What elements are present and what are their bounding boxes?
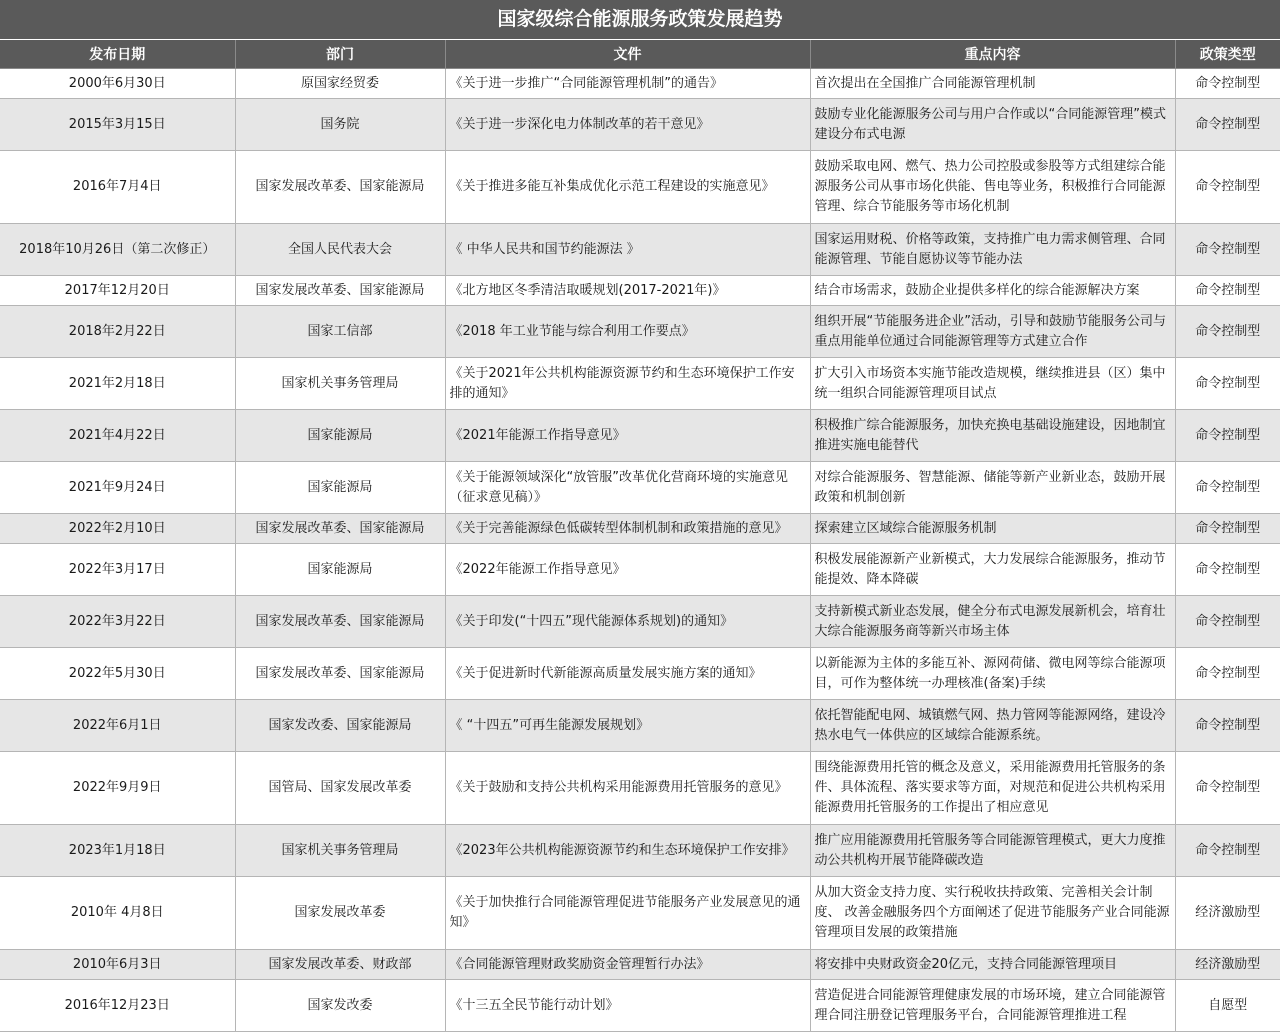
cell-type: 命令控制型 — [1175, 648, 1280, 700]
cell-type: 命令控制型 — [1175, 596, 1280, 648]
cell-type: 自愿型 — [1175, 980, 1280, 1032]
cell-type: 命令控制型 — [1175, 752, 1280, 825]
table-body — [0, 69, 1280, 1032]
cell-dept: 国家机关事务管理局 — [235, 358, 445, 410]
cell-doc: 《2023年公共机构能源资源节约和生态环境保护工作安排》 — [445, 825, 810, 877]
cell-date: 2010年6月3日 — [0, 950, 235, 980]
cell-doc: 《 “十四五”可再生能源发展规划》 — [445, 700, 810, 752]
cell-date: 2022年3月22日 — [0, 596, 235, 648]
cell-date: 2016年7月4日 — [0, 151, 235, 224]
table-row — [0, 410, 1280, 462]
cell-type: 经济激励型 — [1175, 877, 1280, 950]
table-row — [0, 151, 1280, 224]
cell-type: 命令控制型 — [1175, 69, 1280, 99]
table-row — [0, 596, 1280, 648]
cell-dept: 国家发展改革委、国家能源局 — [235, 648, 445, 700]
cell-date: 2016年12月23日 — [0, 980, 235, 1032]
cell-doc: 《关于完善能源绿色低碳转型体制机制和政策措施的意见》 — [445, 514, 810, 544]
cell-date: 2022年6月1日 — [0, 700, 235, 752]
cell-dept: 国管局、国家发展改革委 — [235, 752, 445, 825]
cell-content: 结合市场需求，鼓励企业提供多样化的综合能源解决方案 — [810, 276, 1175, 306]
cell-type: 命令控制型 — [1175, 410, 1280, 462]
cell-dept: 国务院 — [235, 99, 445, 151]
cell-dept: 国家发展改革委、国家能源局 — [235, 596, 445, 648]
header-doc: 文件 — [445, 40, 810, 69]
cell-content: 围绕能源费用托管的概念及意义，采用能源费用托管服务的条件、具体流程、落实要求等方面，对规范和促进公共机构采用能源费用托管服务的工作提出了相应意见 — [810, 752, 1175, 825]
table-row — [0, 306, 1280, 358]
cell-type: 命令控制型 — [1175, 151, 1280, 224]
cell-doc: 《关于进一步深化电力体制改革的若干意见》 — [445, 99, 810, 151]
table-row — [0, 224, 1280, 276]
cell-dept: 原国家经贸委 — [235, 69, 445, 99]
cell-content: 以新能源为主体的多能互补、源网荷储、微电网等综合能源项目，可作为整体统一办理核准(备案)手续 — [810, 648, 1175, 700]
cell-doc: 《2021年能源工作指导意见》 — [445, 410, 810, 462]
table-row — [0, 358, 1280, 410]
cell-content: 探索建立区域综合能源服务机制 — [810, 514, 1175, 544]
cell-doc: 《关于促进新时代新能源高质量发展实施方案的通知》 — [445, 648, 810, 700]
cell-type: 命令控制型 — [1175, 99, 1280, 151]
cell-content: 推广应用能源费用托管服务等合同能源管理模式，更大力度推动公共机构开展节能降碳改造 — [810, 825, 1175, 877]
cell-dept: 国家工信部 — [235, 306, 445, 358]
table-row — [0, 544, 1280, 596]
cell-content: 组织开展“节能服务进企业”活动，引导和鼓励节能服务公司与重点用能单位通过合同能源管理等方式建立合作 — [810, 306, 1175, 358]
cell-dept: 国家发展改革委、财政部 — [235, 950, 445, 980]
cell-type: 命令控制型 — [1175, 700, 1280, 752]
cell-type: 命令控制型 — [1175, 306, 1280, 358]
cell-type: 命令控制型 — [1175, 462, 1280, 514]
cell-doc: 《关于2021年公共机构能源资源节约和生态环境保护工作安排的通知》 — [445, 358, 810, 410]
cell-date: 2000年6月30日 — [0, 69, 235, 99]
header-content: 重点内容 — [810, 40, 1175, 69]
cell-doc: 《关于鼓励和支持公共机构采用能源费用托管服务的意见》 — [445, 752, 810, 825]
cell-dept: 国家发展改革委、国家能源局 — [235, 276, 445, 306]
policy-table — [0, 40, 1280, 1032]
cell-dept: 国家能源局 — [235, 544, 445, 596]
table-row — [0, 99, 1280, 151]
cell-date: 2018年2月22日 — [0, 306, 235, 358]
cell-type: 命令控制型 — [1175, 358, 1280, 410]
cell-date: 2017年12月20日 — [0, 276, 235, 306]
cell-date: 2018年10月26日（第二次修正） — [0, 224, 235, 276]
cell-date: 2022年9月9日 — [0, 752, 235, 825]
cell-content: 从加大资金支持力度、实行税收扶持政策、完善相关会计制度、 改善金融服务四个方面阐述了促进节能服务产业合同能源管理项目发展的政策措施 — [810, 877, 1175, 950]
cell-dept: 国家发改委 — [235, 980, 445, 1032]
cell-dept: 国家发展改革委、国家能源局 — [235, 514, 445, 544]
table-row — [0, 877, 1280, 950]
header-dept: 部门 — [235, 40, 445, 69]
cell-date: 2010年 4月8日 — [0, 877, 235, 950]
cell-dept: 国家发改委、国家能源局 — [235, 700, 445, 752]
table-row — [0, 69, 1280, 99]
cell-dept: 国家发展改革委、国家能源局 — [235, 151, 445, 224]
cell-date: 2023年1月18日 — [0, 825, 235, 877]
table-title: 国家级综合能源服务政策发展趋势 — [0, 0, 1280, 40]
cell-date: 2022年3月17日 — [0, 544, 235, 596]
cell-content: 将安排中央财政资金20亿元，支持合同能源管理项目 — [810, 950, 1175, 980]
table-row — [0, 752, 1280, 825]
cell-doc: 《2018 年工业节能与综合利用工作要点》 — [445, 306, 810, 358]
cell-type: 经济激励型 — [1175, 950, 1280, 980]
cell-doc: 《关于印发(“十四五”现代能源体系规划)的通知》 — [445, 596, 810, 648]
cell-content: 依托智能配电网、城镇燃气网、热力管网等能源网络，建设冷热水电气一体供应的区域综合能源系统。 — [810, 700, 1175, 752]
cell-doc: 《关于能源领域深化“放管服”改革优化营商环境的实施意见（征求意见稿）》 — [445, 462, 810, 514]
cell-content: 首次提出在全国推广合同能源管理机制 — [810, 69, 1175, 99]
cell-content: 鼓励采取电网、燃气、热力公司控股或参股等方式组建综合能源服务公司从事市场化供能、售电等业务，积极推行合同能源管理、综合节能服务等市场化机制 — [810, 151, 1175, 224]
cell-type: 命令控制型 — [1175, 224, 1280, 276]
cell-content: 鼓励专业化能源服务公司与用户合作或以“合同能源管理”模式建设分布式电源 — [810, 99, 1175, 151]
cell-doc: 《关于推进多能互补集成优化示范工程建设的实施意见》 — [445, 151, 810, 224]
table-row — [0, 980, 1280, 1032]
cell-content: 国家运用财税、价格等政策，支持推广电力需求侧管理、合同能源管理、节能自愿协议等节能办法 — [810, 224, 1175, 276]
cell-date: 2021年2月18日 — [0, 358, 235, 410]
cell-doc: 《合同能源管理财政奖励资金管理暂行办法》 — [445, 950, 810, 980]
cell-doc: 《 中华人民共和国节约能源法 》 — [445, 224, 810, 276]
cell-date: 2022年2月10日 — [0, 514, 235, 544]
cell-content: 支持新模式新业态发展，健全分布式电源发展新机会，培育壮大综合能源服务商等新兴市场主体 — [810, 596, 1175, 648]
cell-type: 命令控制型 — [1175, 276, 1280, 306]
cell-doc: 《关于进一步推广“合同能源管理机制”的通告》 — [445, 69, 810, 99]
cell-doc: 《关于加快推行合同能源管理促进节能服务产业发展意见的通知》 — [445, 877, 810, 950]
header-row — [0, 40, 1280, 69]
cell-dept: 国家机关事务管理局 — [235, 825, 445, 877]
table-row — [0, 514, 1280, 544]
cell-dept: 国家能源局 — [235, 462, 445, 514]
cell-type: 命令控制型 — [1175, 825, 1280, 877]
header-date: 发布日期 — [0, 40, 235, 69]
table-row — [0, 700, 1280, 752]
table-row — [0, 462, 1280, 514]
table-row — [0, 276, 1280, 306]
cell-content: 对综合能源服务、智慧能源、储能等新产业新业态，鼓励开展政策和机制创新 — [810, 462, 1175, 514]
cell-doc: 《十三五全民节能行动计划》 — [445, 980, 810, 1032]
cell-dept: 全国人民代表大会 — [235, 224, 445, 276]
table-row — [0, 648, 1280, 700]
table-row — [0, 950, 1280, 980]
cell-date: 2015年3月15日 — [0, 99, 235, 151]
cell-content: 营造促进合同能源管理健康发展的市场环境，建立合同能源管理合同注册登记管理服务平台，合同能源管理推进工程 — [810, 980, 1175, 1032]
cell-type: 命令控制型 — [1175, 544, 1280, 596]
cell-dept: 国家能源局 — [235, 410, 445, 462]
cell-type: 命令控制型 — [1175, 514, 1280, 544]
cell-dept: 国家发展改革委 — [235, 877, 445, 950]
cell-date: 2021年9月24日 — [0, 462, 235, 514]
cell-content: 积极发展能源新产业新模式，大力发展综合能源服务，推动节能提效、降本降碳 — [810, 544, 1175, 596]
cell-date: 2022年5月30日 — [0, 648, 235, 700]
header-type: 政策类型 — [1175, 40, 1280, 69]
cell-doc: 《2022年能源工作指导意见》 — [445, 544, 810, 596]
cell-content: 积极推广综合能源服务，加快充换电基础设施建设，因地制宜推进实施电能替代 — [810, 410, 1175, 462]
cell-date: 2021年4月22日 — [0, 410, 235, 462]
cell-doc: 《北方地区冬季清洁取暖规划(2017-2021年)》 — [445, 276, 810, 306]
cell-content: 扩大引入市场资本实施节能改造规模，继续推进县（区）集中统一组织合同能源管理项目试点 — [810, 358, 1175, 410]
table-row — [0, 825, 1280, 877]
